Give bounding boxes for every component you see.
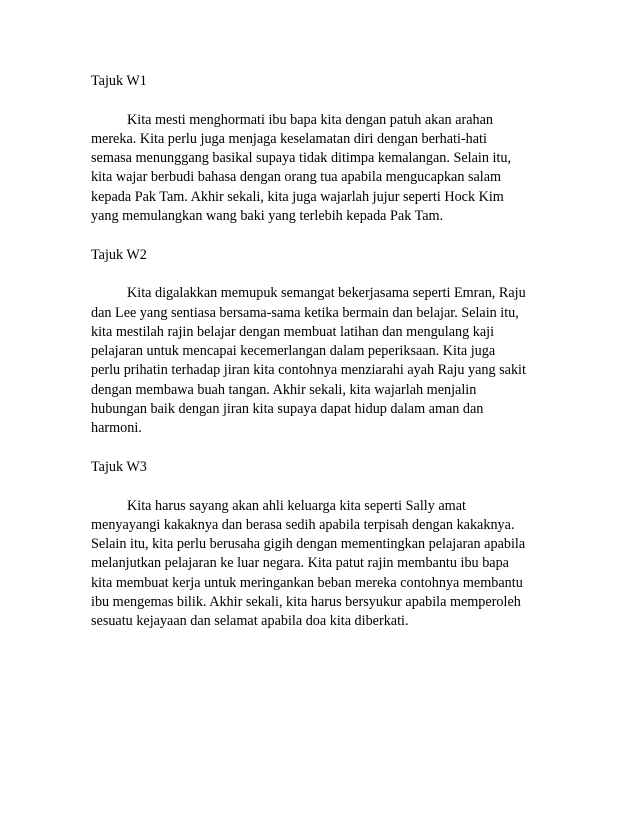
paragraph-line: Kita digalakkan memupuk semangat bekerjasama seperti Emran, Raju xyxy=(127,285,526,302)
blank-line xyxy=(91,439,561,458)
section-w3 xyxy=(91,458,561,632)
section-paragraph xyxy=(91,111,561,227)
paragraph-line: ibu mengemas bilik. Akhir sekali, kita harus bersyukur apabila memperoleh xyxy=(91,594,521,611)
section-paragraph xyxy=(91,284,561,438)
paragraph-line: Selain itu, kita perlu berusaha gigih dengan mementingkan pelajaran apabila xyxy=(91,536,526,553)
section-w2 xyxy=(91,246,561,439)
paragraph-line: yang memulangkan wang baki yang terlebih kepada Pak Tam. xyxy=(91,208,444,225)
blank-line xyxy=(91,477,561,496)
section-paragraph xyxy=(91,497,561,632)
paragraph-line: semasa menunggang basikal supaya tidak ditimpa kemalangan. Selain itu, xyxy=(91,150,511,167)
paragraph-line: melanjutkan pelajaran ke luar negara. Kita patut rajin membantu ibu bapa xyxy=(91,555,509,572)
section-title: Tajuk W1 xyxy=(91,73,147,89)
section-title: Tajuk W3 xyxy=(91,458,147,475)
paragraph-line: kita wajar berbudi bahasa dengan orang tua apabila mengucapkan salam xyxy=(91,169,502,186)
section-title: Tajuk W2 xyxy=(91,246,147,263)
section-w1 xyxy=(91,72,561,226)
paragraph-line: Kita harus sayang akan ahli keluarga kita seperti Sally amat xyxy=(127,497,466,514)
paragraph-line: harmoni. xyxy=(91,420,142,437)
blank-line xyxy=(91,91,561,110)
paragraph-line: perlu prihatin terhadap jiran kita contohnya menziarahi ayah Raju yang sakit xyxy=(91,362,526,379)
paragraph-line: hubungan baik dengan jiran kita supaya dapat hidup dalam aman dan xyxy=(91,401,484,418)
paragraph-line: menyayangi kakaknya dan berasa sedih apabila terpisah dengan kakaknya. xyxy=(91,516,515,533)
paragraph-line: kepada Pak Tam. Akhir sekali, kita juga wajarlah jujur seperti Hock Kim xyxy=(91,188,504,205)
paragraph-line: sesuatu kejayaan dan selamat apabila doa kita diberkati. xyxy=(91,613,409,630)
paragraph-line: pelajaran untuk mencapai kecemerlangan dalam peperiksaan. Kita juga xyxy=(91,343,496,360)
paragraph-line: kita membuat kerja untuk meringankan beban mereka contohnya membantu xyxy=(91,574,523,591)
paragraph-line: kita mestilah rajin belajar dengan membuat latihan dan mengulang kaji xyxy=(91,323,495,340)
paragraph-line: mereka. Kita perlu juga menjaga keselamatan diri dengan berhati-hati xyxy=(91,130,487,147)
paragraph-line: dengan membawa buah tangan. Akhir sekali, kita wajarlah menjalin xyxy=(91,381,477,398)
paragraph-line: dan Lee yang sentiasa bersama-sama ketika bermain dan belajar. Selain itu, xyxy=(91,304,519,321)
paragraph-line: Kita mesti menghormati ibu bapa kita dengan patuh akan arahan xyxy=(127,111,493,128)
blank-line xyxy=(91,226,561,245)
document-body xyxy=(91,72,561,632)
blank-line xyxy=(91,265,561,284)
